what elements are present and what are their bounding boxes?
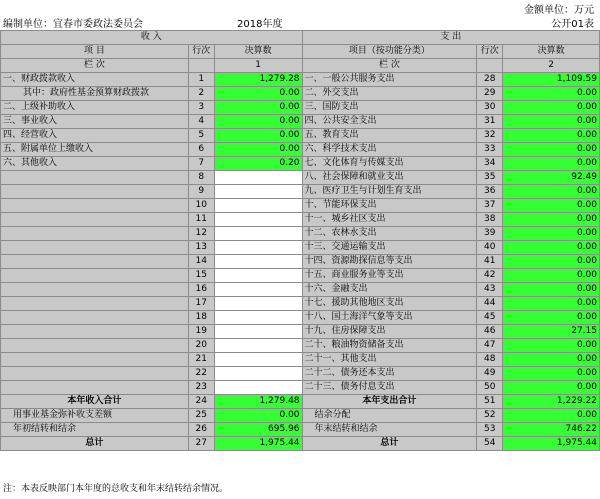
income-total-amount: 695.96 — [214, 423, 302, 437]
income-line-number: 8 — [188, 171, 214, 185]
expense-total-amount: 1,229.22 — [503, 395, 600, 409]
income-total-amount: 1,279.48 — [214, 395, 302, 409]
table-code: 公开01表 — [551, 19, 594, 30]
expense-item-label: 三、国防支出 — [302, 101, 477, 115]
expense-amount: 92.49 — [503, 171, 600, 185]
expense-item-label: 四、公共安全支出 — [302, 115, 477, 129]
income-amount — [214, 381, 302, 395]
income-line-number: 15 — [188, 269, 214, 283]
income-item-label — [1, 199, 189, 213]
income-item-label — [1, 325, 189, 339]
expense-item-label: 八、社会保障和就业支出 — [302, 171, 477, 185]
income-item-label: 四、经营收入 — [1, 129, 189, 143]
income-total-label: 总计 — [1, 437, 189, 451]
income-total-amount: 0.00 — [214, 409, 302, 423]
expense-line-number: 47 — [477, 339, 503, 353]
income-amount — [214, 353, 302, 367]
expense-total-label: 本年支出合计 — [302, 395, 477, 409]
income-item-label — [1, 381, 189, 395]
income-amount — [214, 199, 302, 213]
expense-line-number: 28 — [477, 73, 503, 87]
expense-item-label: 十六、金融支出 — [302, 283, 477, 297]
income-item-label — [1, 297, 189, 311]
income-item-label — [1, 171, 189, 185]
empty-cell — [188, 59, 214, 73]
col-header-amount: 决算数 — [214, 45, 302, 59]
income-amount — [214, 185, 302, 199]
total-row — [1, 423, 600, 437]
expense-item-label: 六、科学技术支出 — [302, 143, 477, 157]
income-line-number: 9 — [188, 185, 214, 199]
expense-item-label: 十四、资源勘探信息等支出 — [302, 255, 477, 269]
income-item-label — [1, 227, 189, 241]
expense-line-number: 45 — [477, 311, 503, 325]
income-total-label: 本年收入合计 — [1, 395, 189, 409]
fiscal-year: 2018年度 — [237, 19, 283, 30]
expense-line-number: 31 — [477, 115, 503, 129]
expense-total-amount: 746.22 — [503, 423, 600, 437]
income-item-label — [1, 353, 189, 367]
income-item-label — [1, 213, 189, 227]
income-amount: 0.00 — [214, 115, 302, 129]
income-amount — [214, 255, 302, 269]
income-line-number: 14 — [188, 255, 214, 269]
expense-line-number: 37 — [477, 199, 503, 213]
table-row — [1, 353, 600, 367]
empty-cell — [477, 59, 503, 73]
table-row — [1, 339, 600, 353]
expense-item-label: 一、一般公共服务支出 — [302, 73, 477, 87]
expense-amount: 27.15 — [503, 325, 600, 339]
income-line-number: 26 — [188, 423, 214, 437]
table-row — [1, 283, 600, 297]
income-amount — [214, 283, 302, 297]
table-row — [1, 297, 600, 311]
income-line-number: 18 — [188, 311, 214, 325]
expense-line-number: 54 — [477, 437, 503, 451]
expense-item-label: 二十、粮油物资储备支出 — [302, 339, 477, 353]
income-amount: 0.00 — [214, 129, 302, 143]
table-row — [1, 311, 600, 325]
income-line-number: 25 — [188, 409, 214, 423]
expense-item-label: 十五、商业服务业等支出 — [302, 269, 477, 283]
expense-amount: 0.00 — [503, 311, 600, 325]
table-row — [1, 73, 600, 87]
expense-amount: 0.00 — [503, 87, 600, 101]
expense-amount: 0.00 — [503, 129, 600, 143]
expense-item-label: 十七、援助其他地区支出 — [302, 297, 477, 311]
income-item-label — [1, 269, 189, 283]
expense-line-number: 48 — [477, 353, 503, 367]
table-row — [1, 115, 600, 129]
expense-line-number: 36 — [477, 185, 503, 199]
income-amount — [214, 297, 302, 311]
income-item-label — [1, 255, 189, 269]
table-row — [1, 87, 600, 101]
income-amount — [214, 367, 302, 381]
income-item-label: 五、附属单位上缴收入 — [1, 143, 189, 157]
expense-amount: 0.00 — [503, 101, 600, 115]
income-amount — [214, 339, 302, 353]
income-line-number: 1 — [188, 73, 214, 87]
budget-table — [0, 30, 600, 451]
income-amount: 0.20 — [214, 157, 302, 171]
expense-amount: 0.00 — [503, 227, 600, 241]
expense-amount: 0.00 — [503, 367, 600, 381]
table-row — [1, 325, 600, 339]
table-row — [1, 101, 600, 115]
expense-line-number: 43 — [477, 283, 503, 297]
income-line-number: 10 — [188, 199, 214, 213]
income-item-label: 其中：政府性基金预算财政拨款 — [1, 87, 189, 101]
income-amount — [214, 227, 302, 241]
income-line-number: 3 — [188, 101, 214, 115]
income-line-number: 17 — [188, 297, 214, 311]
table-row — [1, 255, 600, 269]
expense-line-number: 41 — [477, 255, 503, 269]
table-row — [1, 129, 600, 143]
expense-total-label: 结余分配 — [302, 409, 477, 423]
expense-line-number: 44 — [477, 297, 503, 311]
expense-line-number: 32 — [477, 129, 503, 143]
organization: 编制单位：宜春市委政法委员会 — [3, 19, 143, 30]
expense-line-number: 46 — [477, 325, 503, 339]
income-line-number: 20 — [188, 339, 214, 353]
expense-line-number: 53 — [477, 423, 503, 437]
income-item-label — [1, 311, 189, 325]
expense-item-label: 二十一、其他支出 — [302, 353, 477, 367]
expense-total-label: 年末结转和结余 — [302, 423, 477, 437]
col-header-amount: 决算数 — [503, 45, 600, 59]
expense-line-number: 35 — [477, 171, 503, 185]
col-header-seq: 行次 — [188, 45, 214, 59]
expense-line-number: 49 — [477, 367, 503, 381]
expense-line-number: 29 — [477, 87, 503, 101]
expense-line-number: 50 — [477, 381, 503, 395]
income-line-number: 23 — [188, 381, 214, 395]
income-amount — [214, 241, 302, 255]
income-line-number: 6 — [188, 143, 214, 157]
expense-amount: 0.00 — [503, 185, 600, 199]
income-line-number: 19 — [188, 325, 214, 339]
expense-amount: 0.00 — [503, 283, 600, 297]
income-line-number: 16 — [188, 283, 214, 297]
expense-total-label: 总计 — [302, 437, 477, 451]
expense-total-amount: 1,975.44 — [503, 437, 600, 451]
income-item-label — [1, 185, 189, 199]
expense-amount: 0.00 — [503, 143, 600, 157]
income-line-number: 2 — [188, 87, 214, 101]
col-header-item: 项 目 — [1, 45, 189, 59]
col-header-seq: 行次 — [477, 45, 503, 59]
income-line-number: 21 — [188, 353, 214, 367]
income-item-label: 二、上级补助收入 — [1, 101, 189, 115]
expense-section-title: 支 出 — [302, 31, 599, 45]
income-amount — [214, 311, 302, 325]
expense-item-label: 七、文化体育与传媒支出 — [302, 157, 477, 171]
income-amount: 0.00 — [214, 87, 302, 101]
expense-amount: 0.00 — [503, 381, 600, 395]
income-line-number: 4 — [188, 115, 214, 129]
income-total-amount: 1,975.44 — [214, 437, 302, 451]
expense-amount: 0.00 — [503, 241, 600, 255]
income-line-number: 5 — [188, 129, 214, 143]
income-amount: 1,279.28 — [214, 73, 302, 87]
income-section-title: 收 入 — [1, 31, 303, 45]
table-row — [1, 185, 600, 199]
income-line-number: 24 — [188, 395, 214, 409]
expense-line-number: 34 — [477, 157, 503, 171]
income-item-label — [1, 283, 189, 297]
expense-line-number: 39 — [477, 227, 503, 241]
income-item-label — [1, 241, 189, 255]
expense-amount: 1,109.59 — [503, 73, 600, 87]
expense-line-number: 42 — [477, 269, 503, 283]
table-row — [1, 171, 600, 185]
income-amount — [214, 213, 302, 227]
column-index-label: 栏 次 — [1, 59, 189, 73]
column-index-1: 1 — [214, 59, 302, 73]
column-index-2: 2 — [503, 59, 600, 73]
expense-line-number: 40 — [477, 241, 503, 255]
expense-amount: 0.00 — [503, 115, 600, 129]
expense-line-number: 51 — [477, 395, 503, 409]
expense-item-label: 九、医疗卫生与计划生育支出 — [302, 185, 477, 199]
income-amount — [214, 269, 302, 283]
income-item-label — [1, 339, 189, 353]
expense-item-label: 十、节能环保支出 — [302, 199, 477, 213]
column-index-label: 栏 次 — [302, 59, 477, 73]
expense-amount: 0.00 — [503, 339, 600, 353]
income-line-number: 7 — [188, 157, 214, 171]
expense-amount: 0.00 — [503, 213, 600, 227]
expense-amount: 0.00 — [503, 199, 600, 213]
total-row — [1, 409, 600, 423]
amount-unit: 金额单位：万元 — [524, 5, 594, 16]
income-total-label: 用事业基金弥补收支差额 — [1, 409, 189, 423]
table-row — [1, 269, 600, 283]
income-amount — [214, 325, 302, 339]
income-line-number: 13 — [188, 241, 214, 255]
income-item-label: 一、财政拨款收入 — [1, 73, 189, 87]
income-total-label: 年初结转和结余 — [1, 423, 189, 437]
income-amount: 0.00 — [214, 143, 302, 157]
table-row — [1, 143, 600, 157]
expense-amount: 0.00 — [503, 353, 600, 367]
expense-item-label: 二十二、债务还本支出 — [302, 367, 477, 381]
expense-item-label: 十八、国土海洋气象等支出 — [302, 311, 477, 325]
income-item-label: 三、事业收入 — [1, 115, 189, 129]
table-row — [1, 241, 600, 255]
expense-line-number: 30 — [477, 101, 503, 115]
table-row — [1, 213, 600, 227]
income-amount: 0.00 — [214, 101, 302, 115]
expense-amount: 0.00 — [503, 269, 600, 283]
income-amount — [214, 171, 302, 185]
total-row — [1, 437, 600, 451]
expense-total-amount: 0.00 — [503, 409, 600, 423]
expense-amount: 0.00 — [503, 157, 600, 171]
expense-item-label: 十一、城乡社区支出 — [302, 213, 477, 227]
table-row — [1, 157, 600, 171]
income-line-number: 12 — [188, 227, 214, 241]
expense-item-label: 二十三、债务付息支出 — [302, 381, 477, 395]
expense-amount: 0.00 — [503, 297, 600, 311]
expense-amount: 0.00 — [503, 255, 600, 269]
table-row — [1, 199, 600, 213]
col-header-item-function: 项目（按功能分类） — [302, 45, 477, 59]
income-item-label: 六、其他收入 — [1, 157, 189, 171]
expense-line-number: 38 — [477, 213, 503, 227]
footnote: 注：本表反映部门本年度的总收支和年末结转结余情况。 — [3, 484, 229, 494]
expense-item-label: 十二、农林水支出 — [302, 227, 477, 241]
table-row — [1, 227, 600, 241]
income-line-number: 11 — [188, 213, 214, 227]
expense-item-label: 五、教育支出 — [302, 129, 477, 143]
expense-item-label: 二、外交支出 — [302, 87, 477, 101]
expense-line-number: 33 — [477, 143, 503, 157]
expense-item-label: 十九、住房保障支出 — [302, 325, 477, 339]
income-line-number: 27 — [188, 437, 214, 451]
income-item-label — [1, 367, 189, 381]
expense-line-number: 52 — [477, 409, 503, 423]
income-line-number: 22 — [188, 367, 214, 381]
expense-item-label: 十三、交通运输支出 — [302, 241, 477, 255]
table-row — [1, 367, 600, 381]
table-row — [1, 381, 600, 395]
total-row — [1, 395, 600, 409]
